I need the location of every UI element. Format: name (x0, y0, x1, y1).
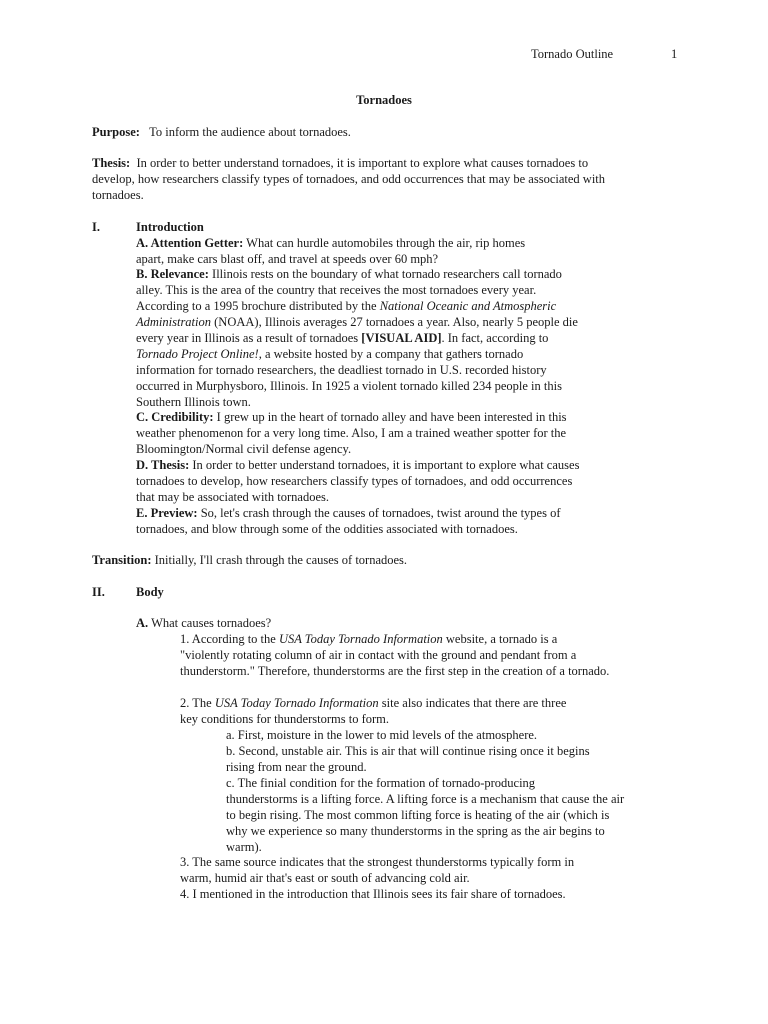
preview-label: E. Preview: (136, 506, 198, 520)
running-header (531, 46, 678, 62)
credibility-line-3: Bloomington/Normal civil defense agency. (136, 442, 352, 456)
relevance-line-3: According to a 1995 brochure distributed by the National Oceanic and Atmospheric (136, 299, 557, 313)
relevance-line-2: alley. This is the area of the country that receives the most tornadoes every year. (136, 283, 537, 297)
sub-item-c: c. The finial condition for the formation of tornado-producing (226, 776, 536, 790)
body-point-a: A. What causes tornadoes? (136, 616, 272, 630)
sub-item-a: a. First, moisture in the lower to mid levels of the atmosphere. (226, 728, 538, 742)
running-head-text: Tornado Outline (531, 47, 614, 61)
sub-item-b-line-2: rising from near the ground. (226, 760, 367, 774)
body-item-2: 2. The USA Today Tornado Information site also indicates that there are three (180, 696, 567, 710)
credibility: C. Credibility: I grew up in the heart of tornado alley and have been interested in this (136, 410, 567, 424)
thesis-label: Thesis: (92, 156, 131, 170)
visual-aid-marker: [VISUAL AID] (361, 331, 442, 345)
purpose-line (92, 124, 351, 140)
sub-item-c-line-3: to begin rising. The most common lifting force is heating of the air (which is (226, 808, 610, 822)
purpose-label: Purpose: (92, 125, 140, 139)
page-number: 1 (671, 47, 678, 61)
relevance-line-5: every year in Illinois as a result of tornadoes [VISUAL AID]. In fact, according to (136, 331, 549, 345)
relevance-line-6: Tornado Project Online!, a website hosted by a company that gathers tornado (136, 347, 524, 361)
section-heading-intro: Introduction (136, 220, 204, 234)
preview-line-2: tornadoes, and blow through some of the oddities associated with tornadoes. (136, 522, 518, 536)
thesis-line-1 (92, 155, 588, 171)
usa-today-title: USA Today Tornado Information (278, 632, 443, 646)
section-heading-body: Body (136, 585, 164, 599)
relevance-line-7: information for tornado researchers, the deadliest tornado in U.S. recorded history (136, 363, 547, 377)
attention-getter: A. Attention Getter: What can hurdle automobiles through the air, rip homes (136, 236, 526, 250)
preview: E. Preview: So, let's crash through the causes of tornadoes, twist around the types of (136, 506, 561, 520)
sub-item-c-line-4: why we experience so many thunderstorms in the spring as the air begins to (226, 824, 605, 838)
transition: Transition: Initially, I'll crash through the causes of tornadoes. (92, 553, 408, 567)
thesis-text: In order to better understand tornadoes, it is important to explore what causes tornadoes to (136, 156, 589, 170)
relevance-line-4: Administration (NOAA), Illinois averages 27 tornadoes a year. Also, nearly 5 people die (136, 315, 578, 329)
credibility-line-2: weather phenomenon for a very long time. Also, I am a trained weather spotter for the (136, 426, 567, 440)
credibility-label: C. Credibility: (136, 410, 214, 424)
body-item-3-line-2: warm, humid air that's east or south of advancing cold air. (180, 871, 470, 885)
section-numeral-body: II. (92, 585, 105, 599)
relevance-line-8: occurred in Murphysboro, Illinois. In 1925 a violent tornado killed 234 people in this (136, 379, 562, 393)
thesis-line-2: develop, how researchers classify types of tornadoes, and odd occurrences that may be associated with (92, 172, 606, 186)
relevance: B. Relevance: Illinois rests on the boundary of what tornado researchers call tornado (136, 267, 562, 281)
intro-thesis-label: D. Thesis: (136, 458, 190, 472)
section-numeral-intro: I. (92, 220, 100, 234)
body-item-1: 1. According to the USA Today Tornado Information website, a tornado is a (180, 632, 558, 646)
sub-item-c-line-5: warm). (226, 840, 262, 854)
intro-thesis: D. Thesis: In order to better understand tornadoes, it is important to explore what causes (136, 458, 580, 472)
tornado-project-title: Tornado Project Online! (136, 347, 259, 361)
purpose-text: To inform the audience about tornadoes. (149, 125, 351, 139)
attention-line-2: apart, make cars blast off, and travel at speeds over 60 mph? (136, 252, 439, 266)
relevance-label: B. Relevance: (136, 267, 209, 281)
intro-thesis-line-3: that may be associated with tornadoes. (136, 490, 329, 504)
body-item-2-line-2: key conditions for thunderstorms to form. (180, 712, 389, 726)
relevance-line-9: Southern Illinois town. (136, 395, 251, 409)
transition-label: Transition: (92, 553, 152, 567)
thesis-line-3: tornadoes. (92, 188, 144, 202)
body-item-4: 4. I mentioned in the introduction that Illinois sees its fair share of tornadoes. (180, 887, 566, 901)
body-item-1-line-3: thunderstorm." Therefore, thunderstorms are the first step in the creation of a tornado. (180, 664, 610, 678)
body-item-1-line-2: "violently rotating column of air in contact with the ground and pendant from a (180, 648, 577, 662)
attention-label: A. Attention Getter: (136, 236, 244, 250)
intro-thesis-line-2: tornadoes to develop, how researchers classify types of tornadoes, and odd occurrences (136, 474, 573, 488)
sub-item-b: b. Second, unstable air. This is air that will continue rising once it begins (226, 744, 590, 758)
body-item-3: 3. The same source indicates that the strongest thunderstorms typically form in (180, 855, 575, 869)
document-title: Tornadoes (356, 93, 412, 107)
sub-item-c-line-2: thunderstorms is a lifting force. A lifting force is a mechanism that cause the air (226, 792, 625, 806)
noaa-title: National Oceanic and Atmospheric (379, 299, 557, 313)
